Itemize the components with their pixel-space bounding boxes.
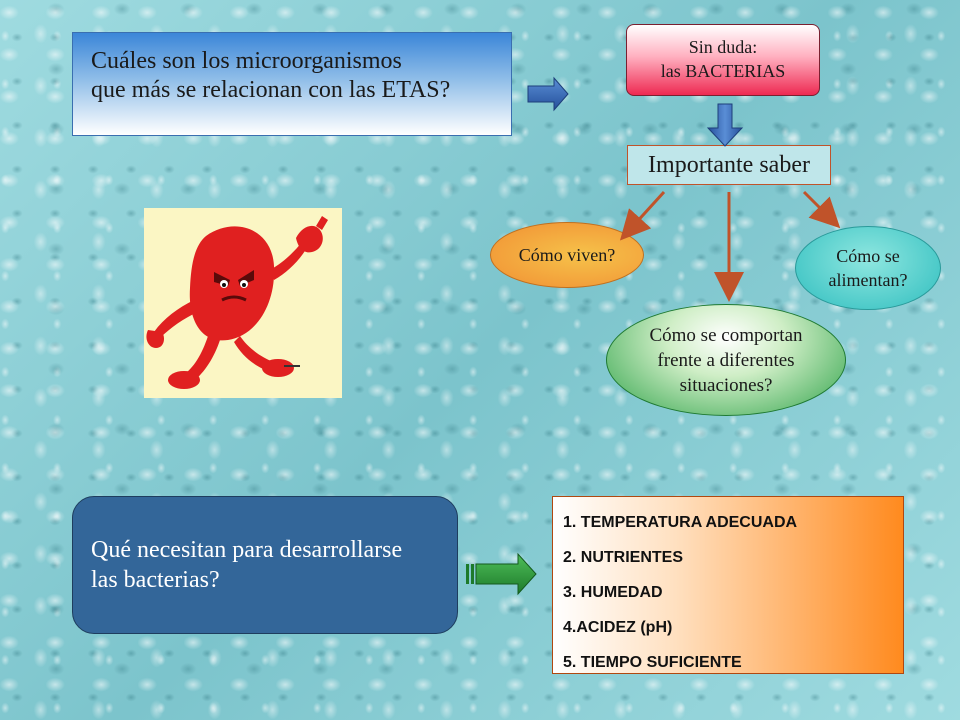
question-line-2: que más se relacionan con las ETAS? <box>91 77 451 103</box>
branch-comportan <box>606 304 846 416</box>
answer-box <box>626 24 820 96</box>
answer-line-1: Sin duda: <box>688 37 758 57</box>
connector-viven <box>624 192 664 236</box>
question-line-1: Cuáles son los microorganismos <box>91 48 402 74</box>
green-right-arrow-icon <box>466 554 536 594</box>
angry-bacteria-icon <box>144 208 342 398</box>
branch-alimentan <box>795 226 941 310</box>
question-box <box>72 32 512 136</box>
branch-viven-label: Cómo viven? <box>518 244 616 265</box>
answer-line-2: las BACTERIAS <box>660 61 786 81</box>
factor-item-1: 1. TEMPERATURA ADECUADA <box>563 514 798 531</box>
branch-alimentan-line-1: Cómo se <box>836 246 900 266</box>
needs-line-2: las bacterias? <box>91 567 220 593</box>
blue-down-arrow-icon <box>708 104 742 146</box>
branch-viven <box>490 222 644 288</box>
factor-item-3: 3. HUMEDAD <box>563 584 663 601</box>
factors-list <box>552 496 904 674</box>
factor-item-2: 2. NUTRIENTES <box>563 549 684 566</box>
factor-item-4: 4.ACIDEZ (pH) <box>563 619 673 636</box>
important-box: Importante saber <box>627 145 831 185</box>
blue-right-arrow-icon <box>528 78 568 110</box>
needs-line-1: Qué necesitan para desarrollarse <box>91 537 403 563</box>
bacteria-mascot <box>144 208 342 398</box>
needs-box <box>72 496 458 634</box>
connector-alimentan <box>804 192 836 224</box>
branch-comportan-line-3: situaciones? <box>679 374 773 396</box>
branch-comportan-line-1: Cómo se comportan <box>649 324 803 346</box>
factor-item-5: 5. TIEMPO SUFICIENTE <box>563 654 742 671</box>
branch-alimentan-line-2: alimentan? <box>828 270 908 290</box>
branch-comportan-line-2: frente a diferentes <box>657 349 795 371</box>
